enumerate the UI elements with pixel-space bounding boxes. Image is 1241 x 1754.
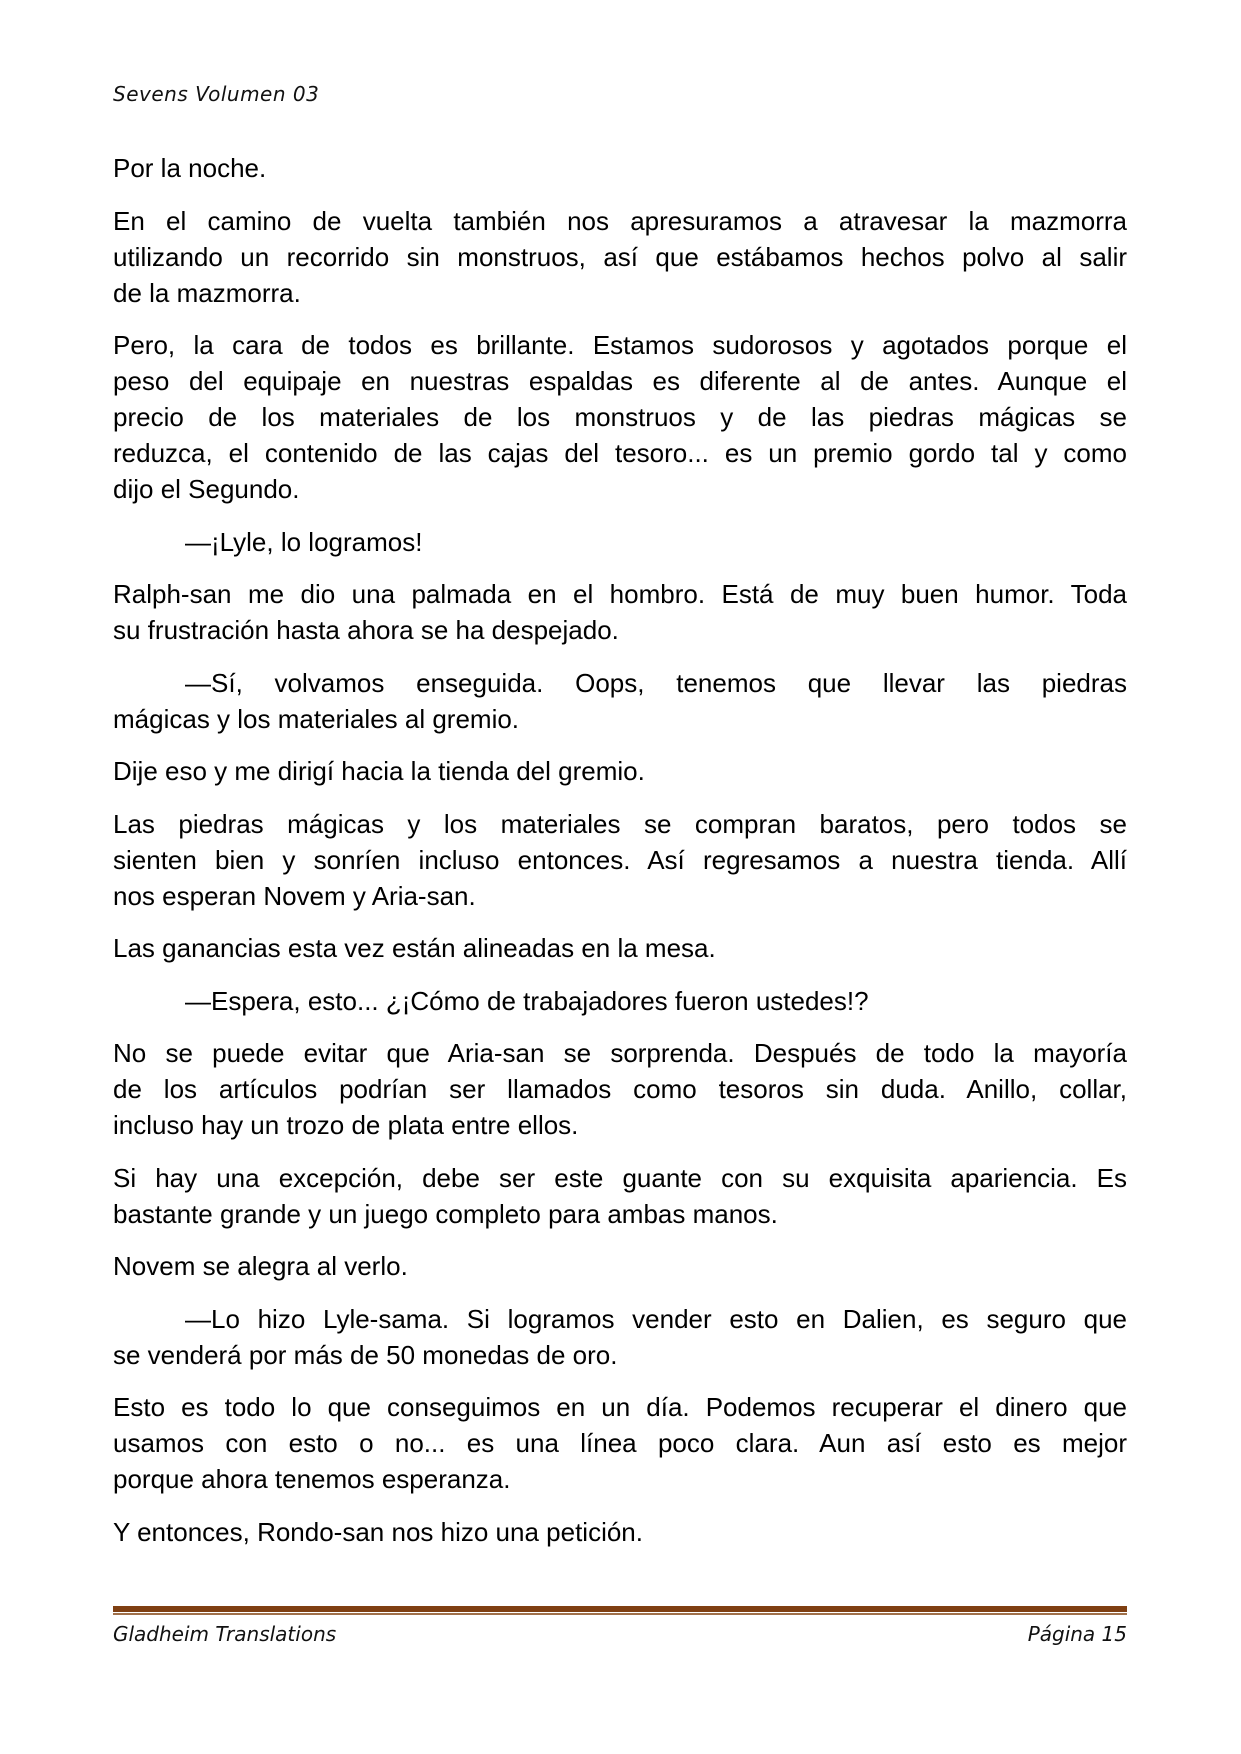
paragraph (113, 327, 1127, 507)
dialogue-paragraph (113, 524, 1127, 560)
paragraph (113, 150, 1127, 186)
text-line: Dije eso y me dirigí hacia la tienda del gremio. (113, 756, 645, 786)
document-body (113, 150, 1127, 1566)
footer-rule-thin (113, 1613, 1127, 1615)
dialogue-paragraph (113, 983, 1127, 1019)
text-line: Y entonces, Rondo-san nos hizo una petición. (113, 1516, 643, 1547)
text-line: —¡Lyle, lo logramos! (185, 526, 423, 557)
text-line: Novem se alegra al verlo. (113, 1251, 408, 1281)
text-line: incluso hay un trozo de plata entre ellos. (113, 1110, 579, 1140)
text-line: Si hay una excepción, debe ser este guante con su exquisita apariencia. Es (113, 1162, 1127, 1193)
text-line: de la mazmorra. (113, 277, 301, 308)
footer-page-number: Página 15 (1027, 1622, 1127, 1646)
paragraph (113, 576, 1127, 648)
text-line: bastante grande y un juego completo para ambas manos. (113, 1198, 778, 1229)
dialogue-paragraph (113, 665, 1127, 737)
text-line: porque ahora tenemos esperanza. (113, 1464, 511, 1494)
text-line: precio de los materiales de los monstruos y de las piedras mágicas se (113, 402, 1127, 432)
text-line: peso del equipaje en nuestras espaldas es diferente al de antes. Aunque el (113, 366, 1127, 396)
text-line: se venderá por más de 50 monedas de oro. (113, 1339, 618, 1370)
text-line: —Espera, esto... ¿¡Cómo de trabajadores fueron ustedes!? (185, 985, 869, 1016)
text-line: —Sí, volvamos enseguida. Oops, tenemos que llevar las piedras (185, 667, 1127, 698)
text-line: de los artículos podrían ser llamados como tesoros sin duda. Anillo, collar, (113, 1074, 1127, 1104)
text-line: Por la noche. (113, 153, 267, 183)
paragraph (113, 1248, 1127, 1284)
paragraph (113, 203, 1127, 311)
text-line: Esto es todo lo que conseguimos en un día. Podemos recuperar el dinero que (113, 1392, 1127, 1422)
paragraph (113, 930, 1127, 966)
text-line: No se puede evitar que Aria-san se sorprenda. Después de todo la mayoría (113, 1038, 1127, 1068)
text-line: dijo el Segundo. (113, 474, 300, 504)
text-line: En el camino de vuelta también nos apresuramos a atravesar la mazmorra (113, 205, 1127, 236)
text-line: reduzca, el contenido de las cajas del tesoro... es un premio gordo tal y como (113, 438, 1127, 468)
paragraph (113, 753, 1127, 789)
text-line: Pero, la cara de todos es brillante. Estamos sudorosos y agotados porque el (113, 330, 1127, 360)
paragraph (113, 1035, 1127, 1143)
paragraph (113, 1514, 1127, 1550)
paragraph (113, 1389, 1127, 1497)
dialogue-paragraph (113, 1301, 1127, 1373)
text-line: nos esperan Novem y Aria-san. (113, 880, 476, 911)
text-line: sienten bien y sonríen incluso entonces. Así regresamos a nuestra tienda. Allí (113, 844, 1127, 875)
text-line: usamos con esto o no... es una línea poco clara. Aun así esto es mejor (113, 1428, 1127, 1458)
paragraph (113, 806, 1127, 914)
paragraph (113, 1160, 1127, 1232)
text-line: utilizando un recorrido sin monstruos, así que estábamos hechos polvo al salir (113, 241, 1127, 272)
text-line: mágicas y los materiales al gremio. (113, 703, 520, 734)
footer-publisher: Gladheim Translations (113, 1622, 337, 1646)
text-line: —Lo hizo Lyle-sama. Si logramos vender esto en Dalien, es seguro que (185, 1303, 1127, 1334)
text-line: su frustración hasta ahora se ha despejado. (113, 615, 619, 645)
footer-rule-thick (113, 1606, 1127, 1612)
running-header: Sevens Volumen 03 (113, 82, 320, 106)
text-line: Las piedras mágicas y los materiales se compran baratos, pero todos se (113, 808, 1127, 839)
text-line: Ralph-san me dio una palmada en el hombro. Está de muy buen humor. Toda (113, 579, 1127, 609)
text-line: Las ganancias esta vez están alineadas en la mesa. (113, 933, 716, 963)
